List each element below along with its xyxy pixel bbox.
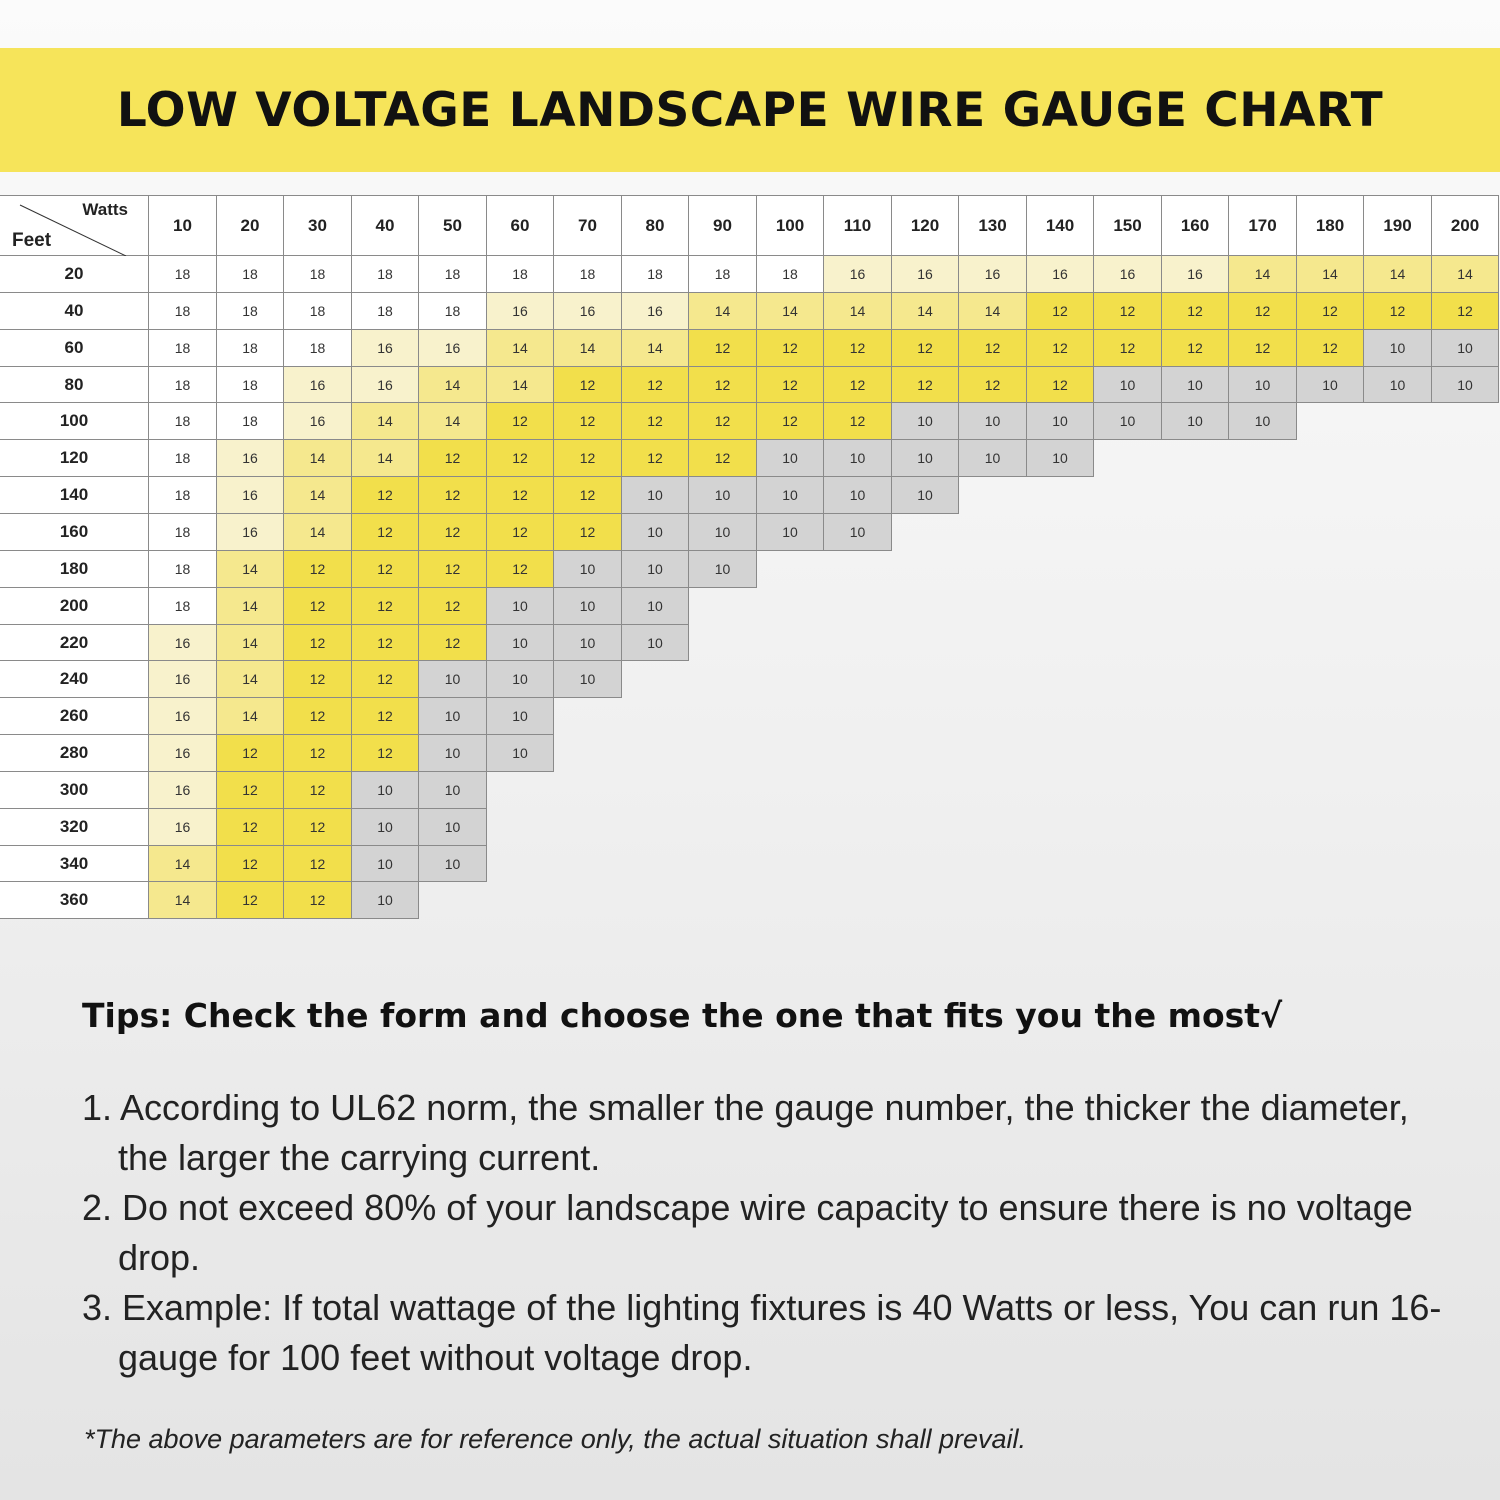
gauge-cell: 18 [352, 293, 419, 330]
gauge-cell: 12 [689, 403, 757, 440]
gauge-cell: 18 [689, 256, 757, 293]
gauge-cell: 12 [824, 403, 892, 440]
gauge-cell: 16 [1094, 256, 1162, 293]
gauge-cell: 14 [622, 330, 689, 367]
gauge-cell: 12 [554, 440, 622, 477]
watts-header: 40 [352, 195, 419, 256]
feet-row-header: 260 [0, 698, 149, 735]
gauge-cell: 12 [554, 403, 622, 440]
gauge-cell: 12 [217, 809, 284, 846]
feet-row-header: 160 [0, 514, 149, 551]
gauge-cell: 10 [1094, 367, 1162, 403]
gauge-cell: 14 [554, 330, 622, 367]
gauge-cell: 16 [622, 293, 689, 330]
gauge-cell: 12 [419, 625, 487, 661]
gauge-cell: 18 [487, 256, 554, 293]
title-banner [0, 48, 1500, 172]
feet-row-header: 340 [0, 846, 149, 882]
gauge-cell: 14 [217, 625, 284, 661]
gauge-cell: 18 [622, 256, 689, 293]
watts-header: 100 [757, 195, 824, 256]
gauge-cell: 16 [352, 330, 419, 367]
gauge-cell: 12 [959, 367, 1027, 403]
gauge-cell: 12 [352, 698, 419, 735]
gauge-cell: 14 [1229, 256, 1297, 293]
feet-row-header: 120 [0, 440, 149, 477]
gauge-cell: 16 [149, 661, 217, 698]
gauge-cell: 12 [1229, 293, 1297, 330]
gauge-cell: 18 [284, 256, 352, 293]
gauge-cell: 18 [217, 330, 284, 367]
gauge-cell: 12 [419, 477, 487, 514]
gauge-cell: 14 [1297, 256, 1364, 293]
gauge-cell: 18 [284, 330, 352, 367]
chart-title: LOW VOLTAGE LANDSCAPE WIRE GAUGE CHART [116, 82, 1384, 138]
gauge-cell: 10 [1297, 367, 1364, 403]
gauge-cell: 14 [487, 367, 554, 403]
gauge-cell: 12 [352, 661, 419, 698]
gauge-cell: 10 [554, 661, 622, 698]
gauge-cell: 14 [284, 440, 352, 477]
gauge-cell: 10 [622, 588, 689, 625]
gauge-cell: 12 [554, 367, 622, 403]
feet-row-header: 20 [0, 256, 149, 293]
gauge-cell: 10 [1027, 403, 1094, 440]
gauge-cell: 12 [352, 551, 419, 588]
gauge-cell: 12 [554, 477, 622, 514]
gauge-cell: 10 [757, 440, 824, 477]
feet-row-header: 40 [0, 293, 149, 330]
watts-header: 30 [284, 195, 352, 256]
gauge-cell: 10 [824, 514, 892, 551]
feet-row-header: 60 [0, 330, 149, 367]
gauge-cell: 10 [824, 477, 892, 514]
gauge-cell: 18 [149, 551, 217, 588]
gauge-cell: 14 [217, 551, 284, 588]
gauge-cell: 10 [757, 514, 824, 551]
gauge-cell: 12 [959, 330, 1027, 367]
watts-header: 80 [622, 195, 689, 256]
tip-item: 3. Example: If total wattage of the lighting fixtures is 40 Watts or less, You can run 16-gauge for 100 feet without voltage drop. [82, 1287, 1442, 1378]
gauge-cell: 12 [487, 551, 554, 588]
watts-header: 150 [1094, 195, 1162, 256]
gauge-cell: 12 [352, 625, 419, 661]
gauge-cell: 10 [352, 846, 419, 882]
gauge-cell: 14 [217, 588, 284, 625]
gauge-cell: 10 [757, 477, 824, 514]
gauge-cell: 12 [217, 772, 284, 809]
tip-item: 1. According to UL62 norm, the smaller the gauge number, the thicker the diameter, the larger the carrying current. [82, 1087, 1409, 1178]
gauge-cell: 12 [1229, 330, 1297, 367]
gauge-cell: 10 [554, 551, 622, 588]
gauge-cell: 12 [757, 330, 824, 367]
gauge-cell: 12 [622, 440, 689, 477]
feet-row-header: 220 [0, 625, 149, 661]
gauge-cell: 12 [419, 588, 487, 625]
gauge-cell: 14 [487, 330, 554, 367]
feet-row-header: 200 [0, 588, 149, 625]
gauge-cell: 10 [1162, 367, 1229, 403]
gauge-cell: 14 [217, 698, 284, 735]
gauge-cell: 18 [149, 256, 217, 293]
watts-header: 110 [824, 195, 892, 256]
gauge-cell: 12 [419, 440, 487, 477]
gauge-cell: 10 [622, 477, 689, 514]
gauge-cell: 12 [352, 588, 419, 625]
gauge-cell: 18 [217, 293, 284, 330]
gauge-cell: 10 [622, 514, 689, 551]
feet-row-header: 360 [0, 882, 149, 919]
gauge-cell: 16 [554, 293, 622, 330]
gauge-cell: 10 [689, 477, 757, 514]
feet-row-header: 300 [0, 772, 149, 809]
table-corner [0, 195, 149, 256]
tips-heading: Tips: Check the form and choose the one that fits you the most√ [82, 996, 1283, 1035]
gauge-cell: 18 [149, 330, 217, 367]
watts-header: 90 [689, 195, 757, 256]
gauge-cell: 10 [1094, 403, 1162, 440]
gauge-cell: 10 [1364, 367, 1432, 403]
gauge-cell: 12 [1297, 330, 1364, 367]
gauge-cell: 12 [284, 588, 352, 625]
watts-header: 180 [1297, 195, 1364, 256]
gauge-cell: 14 [892, 293, 959, 330]
gauge-cell: 14 [959, 293, 1027, 330]
gauge-cell: 12 [554, 514, 622, 551]
gauge-cell: 18 [149, 403, 217, 440]
gauge-cell: 16 [1162, 256, 1229, 293]
gauge-cell: 10 [622, 625, 689, 661]
watts-header: 190 [1364, 195, 1432, 256]
gauge-cell: 12 [824, 367, 892, 403]
gauge-cell: 18 [149, 588, 217, 625]
gauge-cell: 10 [554, 588, 622, 625]
gauge-cell: 16 [959, 256, 1027, 293]
gauge-cell: 18 [149, 367, 217, 403]
tip-item: 2. Do not exceed 80% of your landscape wire capacity to ensure there is no voltage drop. [82, 1187, 1413, 1278]
gauge-cell: 12 [487, 477, 554, 514]
gauge-cell: 18 [217, 256, 284, 293]
gauge-cell: 10 [487, 625, 554, 661]
gauge-cell: 10 [622, 551, 689, 588]
gauge-cell: 12 [419, 514, 487, 551]
gauge-cell: 10 [1229, 367, 1297, 403]
gauge-cell: 16 [217, 514, 284, 551]
gauge-cell: 12 [622, 403, 689, 440]
gauge-cell: 12 [284, 661, 352, 698]
feet-row-header: 280 [0, 735, 149, 772]
gauge-cell: 12 [1027, 367, 1094, 403]
gauge-cell: 12 [1297, 293, 1364, 330]
gauge-cell: 12 [1162, 293, 1229, 330]
gauge-cell: 16 [419, 330, 487, 367]
gauge-cell: 12 [824, 330, 892, 367]
gauge-cell: 12 [1364, 293, 1432, 330]
gauge-cell: 12 [689, 330, 757, 367]
gauge-cell: 12 [352, 735, 419, 772]
feet-row-header: 140 [0, 477, 149, 514]
gauge-cell: 14 [284, 477, 352, 514]
gauge-cell: 16 [892, 256, 959, 293]
gauge-cell: 12 [689, 367, 757, 403]
gauge-cell: 12 [1094, 293, 1162, 330]
gauge-cell: 16 [149, 772, 217, 809]
gauge-cell: 12 [892, 330, 959, 367]
gauge-cell: 10 [1229, 403, 1297, 440]
gauge-cell: 10 [352, 809, 419, 846]
gauge-cell: 12 [689, 440, 757, 477]
gauge-cell: 12 [757, 367, 824, 403]
watts-header: 170 [1229, 195, 1297, 256]
gauge-cell: 10 [824, 440, 892, 477]
feet-row-header: 180 [0, 551, 149, 588]
gauge-cell: 18 [149, 293, 217, 330]
gauge-cell: 14 [824, 293, 892, 330]
gauge-cell: 18 [217, 403, 284, 440]
gauge-cell: 18 [419, 256, 487, 293]
gauge-cell: 10 [352, 882, 419, 919]
gauge-cell: 12 [217, 846, 284, 882]
gauge-cell: 16 [487, 293, 554, 330]
gauge-cell: 12 [217, 882, 284, 919]
gauge-cell: 12 [1027, 293, 1094, 330]
gauge-cell: 14 [352, 403, 419, 440]
gauge-cell: 10 [892, 440, 959, 477]
gauge-cell: 18 [149, 514, 217, 551]
gauge-cell: 14 [1432, 256, 1499, 293]
feet-row-header: 100 [0, 403, 149, 440]
gauge-cell: 12 [419, 551, 487, 588]
gauge-cell: 14 [217, 661, 284, 698]
gauge-cell: 12 [1162, 330, 1229, 367]
gauge-cell: 10 [487, 735, 554, 772]
gauge-cell: 10 [419, 735, 487, 772]
gauge-cell: 16 [352, 367, 419, 403]
watts-header: 130 [959, 195, 1027, 256]
gauge-cell: 16 [284, 403, 352, 440]
gauge-cell: 12 [284, 625, 352, 661]
gauge-cell: 12 [757, 403, 824, 440]
gauge-cell: 14 [419, 367, 487, 403]
gauge-cell: 14 [757, 293, 824, 330]
gauge-cell: 10 [689, 551, 757, 588]
watts-header: 20 [217, 195, 284, 256]
gauge-cell: 10 [1027, 440, 1094, 477]
disclaimer: *The above parameters are for reference only, the actual situation shall prevail. [84, 1424, 1027, 1454]
gauge-cell: 14 [689, 293, 757, 330]
gauge-cell: 10 [959, 403, 1027, 440]
gauge-cell: 14 [149, 846, 217, 882]
gauge-cell: 10 [352, 772, 419, 809]
feet-row-header: 320 [0, 809, 149, 846]
gauge-cell: 12 [284, 772, 352, 809]
gauge-cell: 12 [284, 698, 352, 735]
gauge-cell: 16 [217, 440, 284, 477]
gauge-cell: 12 [352, 477, 419, 514]
gauge-cell: 16 [149, 735, 217, 772]
gauge-cell: 18 [217, 367, 284, 403]
gauge-cell: 10 [689, 514, 757, 551]
gauge-cell: 12 [1027, 330, 1094, 367]
gauge-cell: 12 [487, 403, 554, 440]
gauge-cell: 18 [554, 256, 622, 293]
watts-header: 60 [487, 195, 554, 256]
gauge-cell: 12 [217, 735, 284, 772]
watts-header: 160 [1162, 195, 1229, 256]
gauge-cell: 10 [487, 661, 554, 698]
gauge-cell: 12 [284, 882, 352, 919]
gauge-cell: 14 [284, 514, 352, 551]
feet-row-header: 240 [0, 661, 149, 698]
gauge-cell: 16 [149, 809, 217, 846]
gauge-cell: 12 [284, 551, 352, 588]
gauge-cell: 16 [149, 698, 217, 735]
gauge-cell: 18 [284, 293, 352, 330]
gauge-cell: 14 [419, 403, 487, 440]
gauge-cell: 10 [892, 403, 959, 440]
gauge-cell: 10 [487, 588, 554, 625]
gauge-cell: 14 [352, 440, 419, 477]
gauge-cell: 12 [892, 367, 959, 403]
gauge-cell: 18 [419, 293, 487, 330]
gauge-cell: 12 [284, 809, 352, 846]
gauge-cell: 16 [149, 625, 217, 661]
gauge-cell: 18 [149, 440, 217, 477]
gauge-cell: 10 [419, 698, 487, 735]
gauge-cell: 18 [352, 256, 419, 293]
gauge-cell: 12 [487, 440, 554, 477]
gauge-cell: 18 [757, 256, 824, 293]
gauge-cell: 12 [1094, 330, 1162, 367]
watts-axis-label: Watts [82, 200, 128, 219]
gauge-cell: 10 [1432, 367, 1499, 403]
gauge-cell: 16 [1027, 256, 1094, 293]
gauge-cell: 10 [419, 772, 487, 809]
gauge-cell: 10 [419, 661, 487, 698]
gauge-cell: 16 [217, 477, 284, 514]
gauge-cell: 12 [622, 367, 689, 403]
gauge-cell: 10 [487, 698, 554, 735]
gauge-cell: 10 [419, 846, 487, 882]
gauge-cell: 10 [959, 440, 1027, 477]
gauge-cell: 12 [487, 514, 554, 551]
gauge-cell: 10 [1364, 330, 1432, 367]
gauge-cell: 10 [892, 477, 959, 514]
tips-list [82, 1083, 1462, 1383]
gauge-cell: 14 [149, 882, 217, 919]
gauge-cell: 18 [149, 477, 217, 514]
gauge-cell: 12 [352, 514, 419, 551]
gauge-cell: 10 [1432, 330, 1499, 367]
watts-header: 70 [554, 195, 622, 256]
feet-row-header: 80 [0, 367, 149, 403]
gauge-cell: 10 [554, 625, 622, 661]
gauge-cell: 12 [284, 735, 352, 772]
gauge-cell: 12 [1432, 293, 1499, 330]
gauge-cell: 14 [1364, 256, 1432, 293]
feet-axis-label: Feet [12, 230, 52, 251]
gauge-cell: 16 [284, 367, 352, 403]
gauge-cell: 10 [1162, 403, 1229, 440]
watts-header: 120 [892, 195, 959, 256]
watts-header: 200 [1432, 195, 1499, 256]
gauge-cell: 10 [419, 809, 487, 846]
watts-header: 10 [149, 195, 217, 256]
gauge-cell: 16 [824, 256, 892, 293]
gauge-cell: 12 [284, 846, 352, 882]
watts-header: 140 [1027, 195, 1094, 256]
watts-header: 50 [419, 195, 487, 256]
